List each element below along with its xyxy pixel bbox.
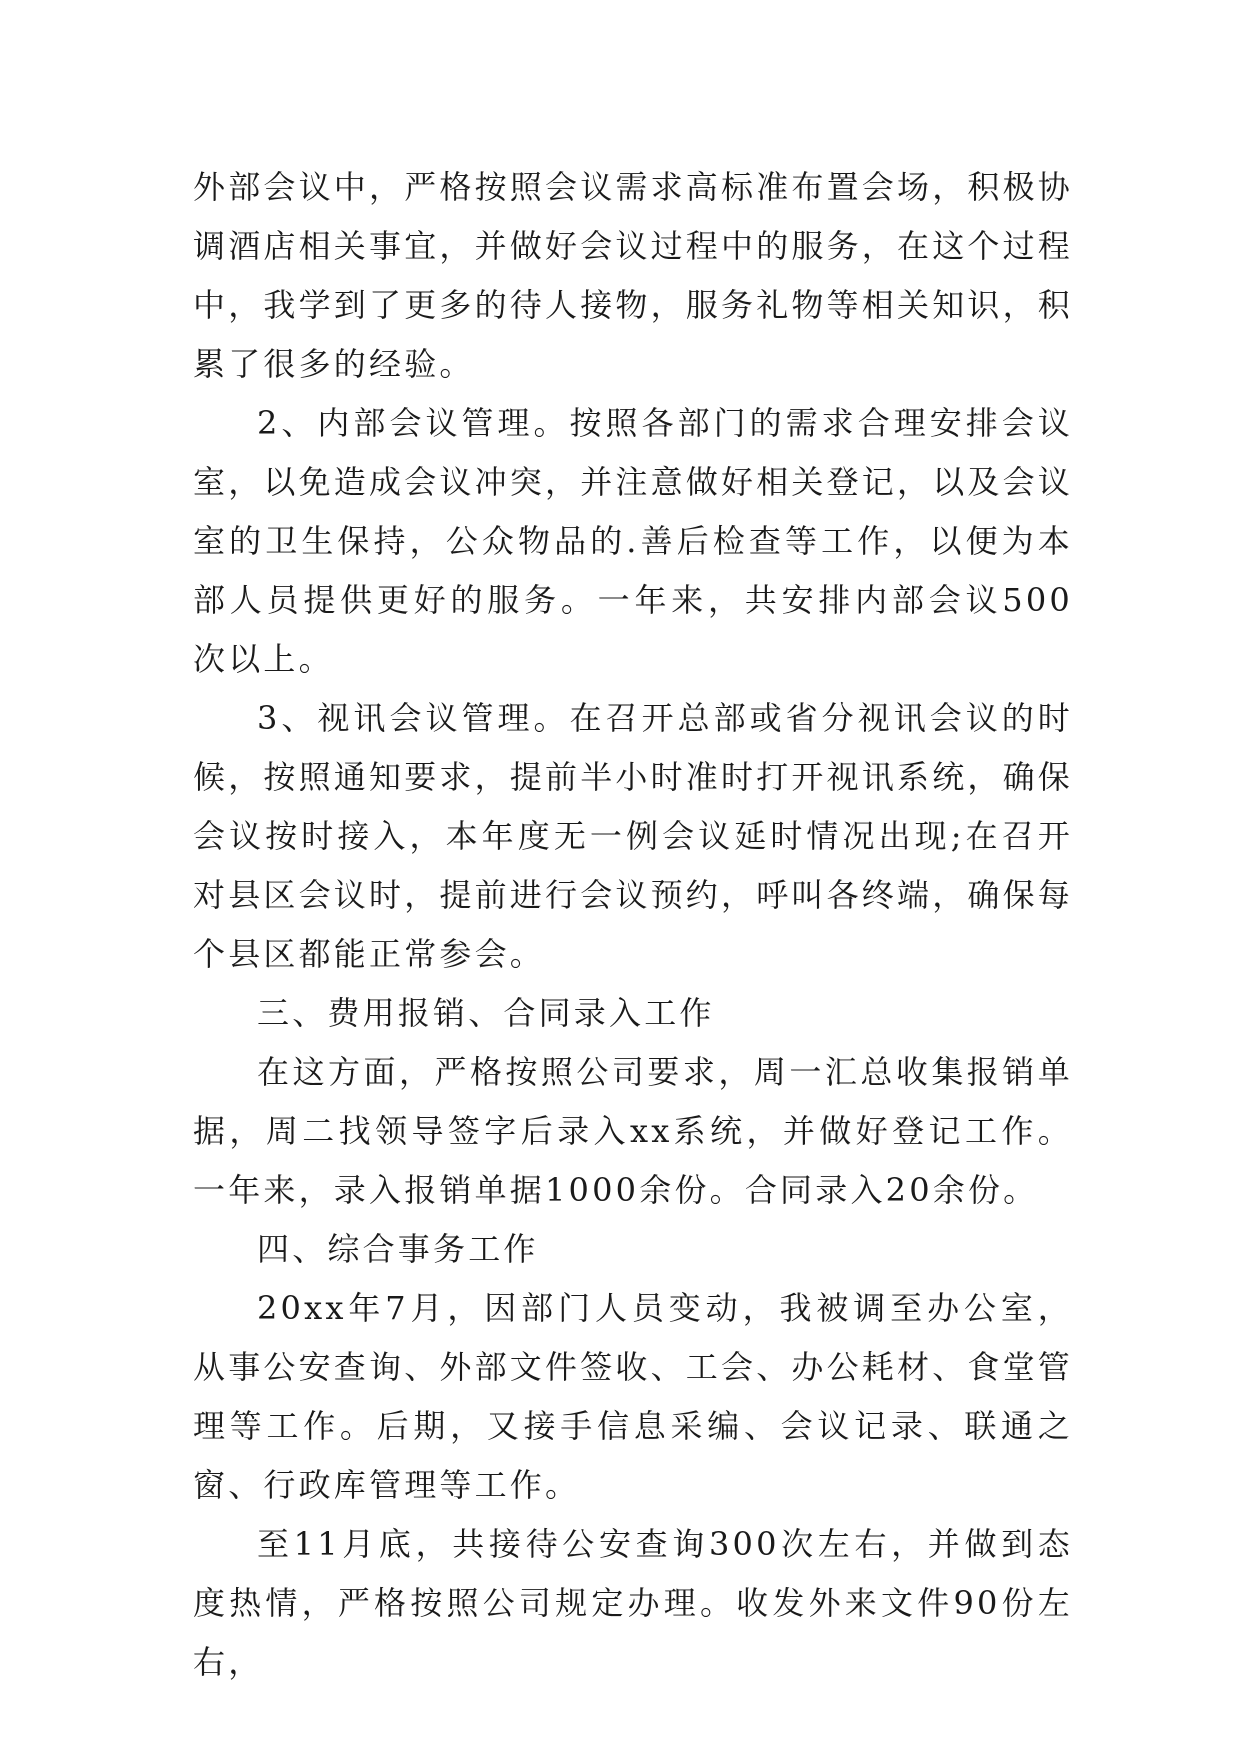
paragraph-general-affairs: 20xx年7月，因部门人员变动，我被调至办公室，从事公安查询、外部文件签收、工会、办公耗材、食堂管理等工作。后期，又接手信息采编、会议记录、联通之窗、行政库管理等工作。 bbox=[193, 1289, 1074, 1504]
paragraph-police-inquiries: 至11月底，共接待公安查询300次左右，并做到态度热情，严格按照公司规定办理。收发外来文件90份左右， bbox=[193, 1525, 1073, 1681]
section-heading-expenses: 三、费用报销、合同录入工作 bbox=[257, 994, 715, 1032]
paragraph-video-meetings: 3、视讯会议管理。在召开总部或省分视讯会议的时候，按照通知要求，提前半小时准时打开视讯系统，确保会议按时接入，本年度无一例会议延时情况出现;在召开对县区会议时，提前进行会议预约，呼叫各终端，确保每个县区都能正常参会。 bbox=[193, 699, 1074, 973]
section-heading-general-affairs: 四、综合事务工作 bbox=[257, 1230, 539, 1268]
paragraph-internal-meetings: 2、内部会议管理。按照各部门的需求合理安排会议室，以免造成会议冲突，并注意做好相关登记，以及会议室的卫生保持，公众物品的.善后检查等工作，以便为本部人员提供更好的服务。一年来，共安排内部会议500次以上。 bbox=[193, 404, 1074, 678]
paragraph-external-meetings: 外部会议中，严格按照会议需求高标准布置会场，积极协调酒店相关事宜，并做好会议过程中的服务，在这个过程中，我学到了更多的待人接物，服务礼物等相关知识，积累了很多的经验。 bbox=[193, 168, 1074, 383]
paragraph-expenses: 在这方面，严格按照公司要求，周一汇总收集报销单据，周二找领导签字后录入xx系统，并做好登记工作。一年来，录入报销单据1000余份。合同录入20余份。 bbox=[193, 1053, 1073, 1209]
document-body bbox=[193, 158, 1073, 1692]
